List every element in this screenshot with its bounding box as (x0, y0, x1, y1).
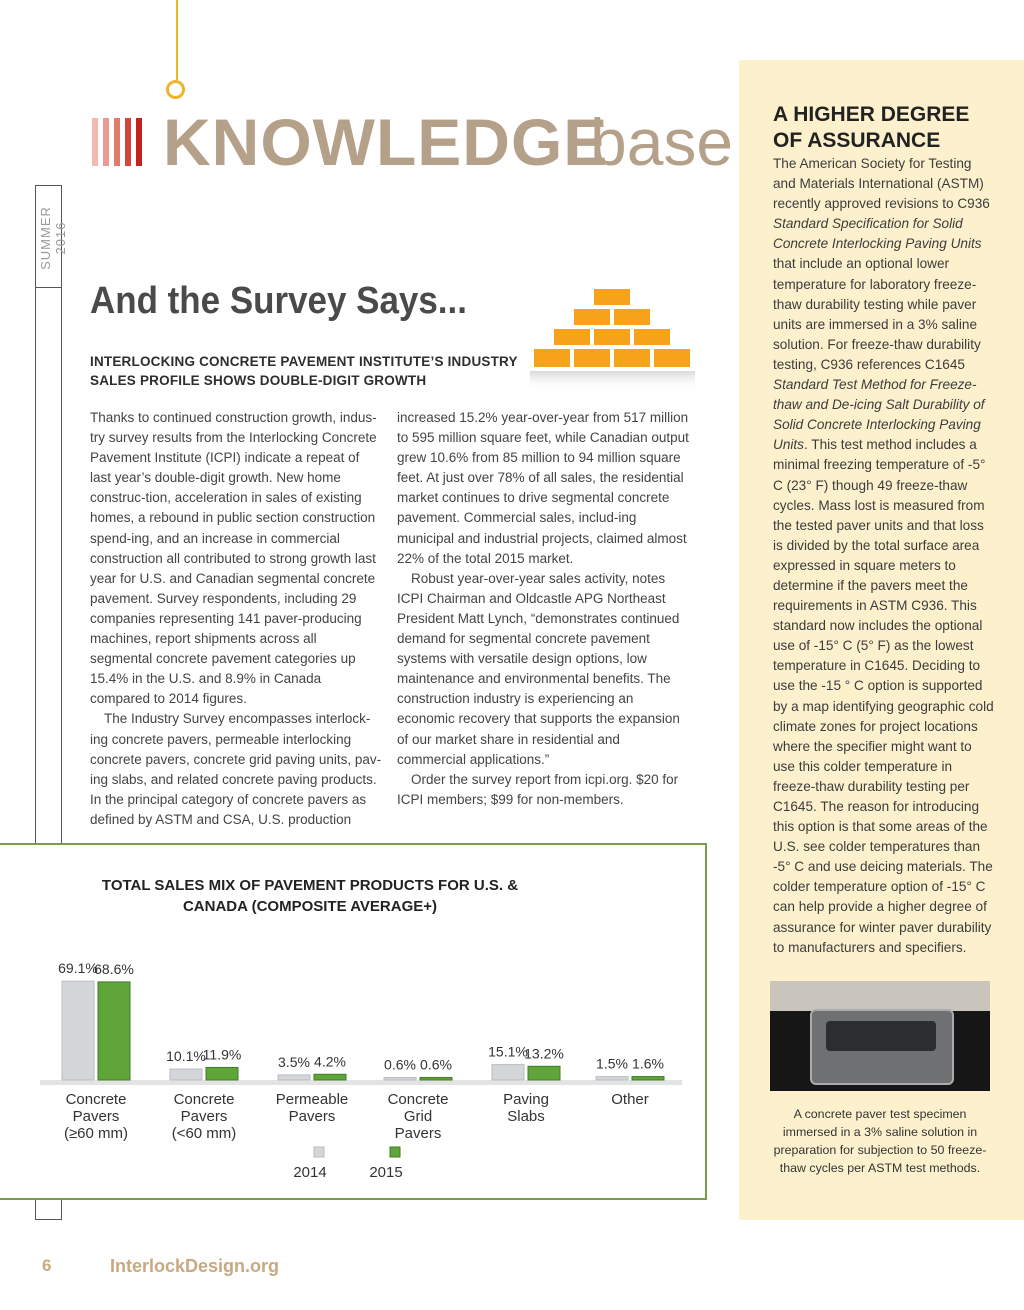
issue-label: SUMMER 2016 (38, 206, 68, 270)
photo-background (770, 981, 990, 1011)
bar-2014 (384, 1077, 416, 1080)
photo-container (810, 1009, 954, 1085)
footer-site: InterlockDesign.org (110, 1256, 280, 1276)
sidebar-body (773, 154, 995, 958)
category-label: Pavers (288, 1108, 336, 1125)
data-label: 68.6% (94, 960, 134, 977)
category-label: Concrete (387, 1091, 449, 1108)
category-label: Pavers (72, 1108, 120, 1125)
article-column-2 (397, 408, 689, 810)
legend-swatch-2014 (314, 1147, 324, 1157)
chart-baseline (40, 1080, 682, 1085)
header-stripe (114, 118, 120, 166)
category-label: Slabs (507, 1108, 545, 1125)
bar-2015 (206, 1067, 238, 1080)
bar-2014 (170, 1069, 202, 1080)
sidebar-text-italic: Standard Specification for Solid Concrete Interlocking Paving Units (773, 216, 982, 252)
bar-2014 (278, 1075, 310, 1080)
paragraph: Thanks to continued construction growth, indus-try survey results from the Interlocking Concrete Pavement Institute (ICPI) indicate a repeat of last year’s double-digit growth. New home construc-tion, acceleration in sales of existing homes, a rebound in public section construction spend-ing, and an increase in commercial construction all contributed to strong growth last year for U.S. and Canadian segmental concrete pavement. Survey respondents, including 29 companies representing 141 paver-producing machines, report shipments across all segmental concrete pavement categories up 15.4% in the U.S. and 8.9% in Canada compared to 2014 figures. (90, 410, 377, 707)
chart-title: TOTAL SALES MIX OF PAVEMENT PRODUCTS FOR U.S. & CANADA (COMPOSITE AVERAGE+) (101, 877, 519, 915)
sidebar-text-italic: Standard Test Method for Freeze-thaw and De-icing Salt Durability of Solid Concrete Interlocking Paving Units (773, 377, 985, 453)
paragraph: Order the survey report from icpi.org. $20 for ICPI members; $99 for non-members. (397, 771, 679, 807)
section-title: KNOWLEDGE (163, 105, 609, 179)
legend-swatch-2015 (390, 1147, 400, 1157)
category-label: (<60 mm) (171, 1125, 237, 1142)
data-label: 15.1% (488, 1043, 528, 1060)
page-title: And the Survey Says... (90, 280, 467, 322)
data-label: 1.6% (632, 1055, 664, 1072)
data-label: 11.9% (202, 1046, 242, 1063)
sidebar-text: The American Society for Testing and Materials International (ASTM) recently approved revisions to C936 (773, 156, 990, 212)
header-stripes-icon (92, 118, 142, 168)
hanging-line (176, 0, 178, 80)
data-label: 10.1% (166, 1048, 206, 1065)
bar-2014 (492, 1065, 524, 1080)
paragraph: The Industry Survey encompasses interlock-ing concrete pavers, permeable interlocking concrete pavers, concrete grid paving units, pav-ing slabs, and related concrete paving products. In the principal category of concrete pavers as defined by ASTM and CSA, U.S. production (90, 711, 382, 827)
data-label: 69.1% (58, 960, 98, 977)
specimen-photo (770, 981, 990, 1091)
sidebar-text: . This test method includes a minimal freezing temperature of -5° C (23° F) though 49 freeze-thaw cycles. Mass lost is measured from the tested paver units and that loss is divided by the total surface area expressed in square meters to determine if the pavers meet the requirements in ASTM C936. This standard now includes the optional use of -15° C (5° F) as the lowest temperature in C1645. Deciding to use the -15 ° C option is supported by a map identifying geographic cold climate zones for project locations where the specifier might want to use this colder temperature in freeze-thaw durability testing per C1645. The reason for introducing this option is that some areas of the U.S. see colder temperatures than -5° C and use deicing materials. The colder temperature option of -15° C can help provide a higher degree of assurance for winter paver durability to manufacturers and specifiers. (773, 437, 994, 955)
hanging-ring-icon (166, 80, 185, 99)
header-stripe (103, 118, 109, 166)
category-label: Permeable (275, 1091, 349, 1108)
bar-2014 (596, 1077, 628, 1080)
data-label: 1.5% (596, 1055, 628, 1072)
bar-2015 (528, 1066, 560, 1080)
bar-chart (0, 940, 705, 1190)
article-subtitle: INTERLOCKING CONCRETE PAVEMENT INSTITUTE’S INDUSTRY SALES PROFILE SHOWS DOUBLE-DIGIT GROWTH (90, 354, 518, 388)
category-label: Paving (503, 1091, 549, 1108)
page-number: 6 (42, 1256, 52, 1275)
bar-2015 (98, 982, 130, 1080)
brick-pyramid-icon (530, 285, 700, 395)
bar-2015 (420, 1077, 452, 1080)
paragraph: increased 15.2% year-over-year from 517 million to 595 million square feet, while Canadian output grew 10.6% from 85 million to 94 million square feet. At just over 78% of all sales, the residential market continues to drive segmental concrete pavement. Commercial sales, includ-ing municipal and industrial projects, claimed almost 22% of the total 2015 market. (397, 410, 689, 566)
legend-label: 2015 (369, 1164, 403, 1181)
bar-2014 (62, 981, 94, 1080)
category-label: Concrete (173, 1091, 235, 1108)
data-label: 0.6% (384, 1056, 416, 1073)
photo-paver (826, 1021, 936, 1051)
bar-2015 (632, 1077, 664, 1080)
data-label: 3.5% (278, 1053, 310, 1070)
article-column-1 (90, 408, 382, 830)
sidebar-title: A HIGHER DEGREE OF ASSURANCE (773, 103, 970, 152)
paragraph: Robust year-over-year sales activity, notes ICPI Chairman and Oldcastle APG Northeast President Matt Lynch, “demonstrates continued demand for segmental concrete pavement systems with versatile design options, low maintenance and environmental benefits. The construction industry is experiencing an economic recovery that supports the expansion of our market share in residential and commercial applications.” (397, 570, 680, 767)
header-stripe (92, 118, 98, 166)
header-stripe (136, 118, 142, 166)
category-label: Grid (403, 1108, 433, 1125)
header-stripe (125, 118, 131, 166)
category-label: Pavers (394, 1125, 442, 1142)
data-label: 0.6% (420, 1056, 452, 1073)
data-label: 4.2% (314, 1053, 346, 1070)
section-subtitle: base (590, 105, 734, 179)
sidebar-text: that include an optional lower temperature for laboratory freeze-thaw durability testing while paver units are immersed in a 3% saline solution. For freeze-thaw durability testing, C936 references C1645 (773, 256, 981, 372)
category-label: (≥60 mm) (63, 1125, 129, 1142)
category-label: Other (611, 1091, 649, 1108)
category-label: Concrete (65, 1091, 127, 1108)
data-label: 13.2% (524, 1045, 564, 1062)
bar-2015 (314, 1074, 346, 1080)
category-label: Pavers (180, 1108, 228, 1125)
legend-label: 2014 (293, 1164, 327, 1181)
photo-caption: A concrete paver test specimen immersed in a 3% saline solution in preparation for subjection to 50 freeze-thaw cycles per ASTM test methods. (773, 1107, 987, 1175)
